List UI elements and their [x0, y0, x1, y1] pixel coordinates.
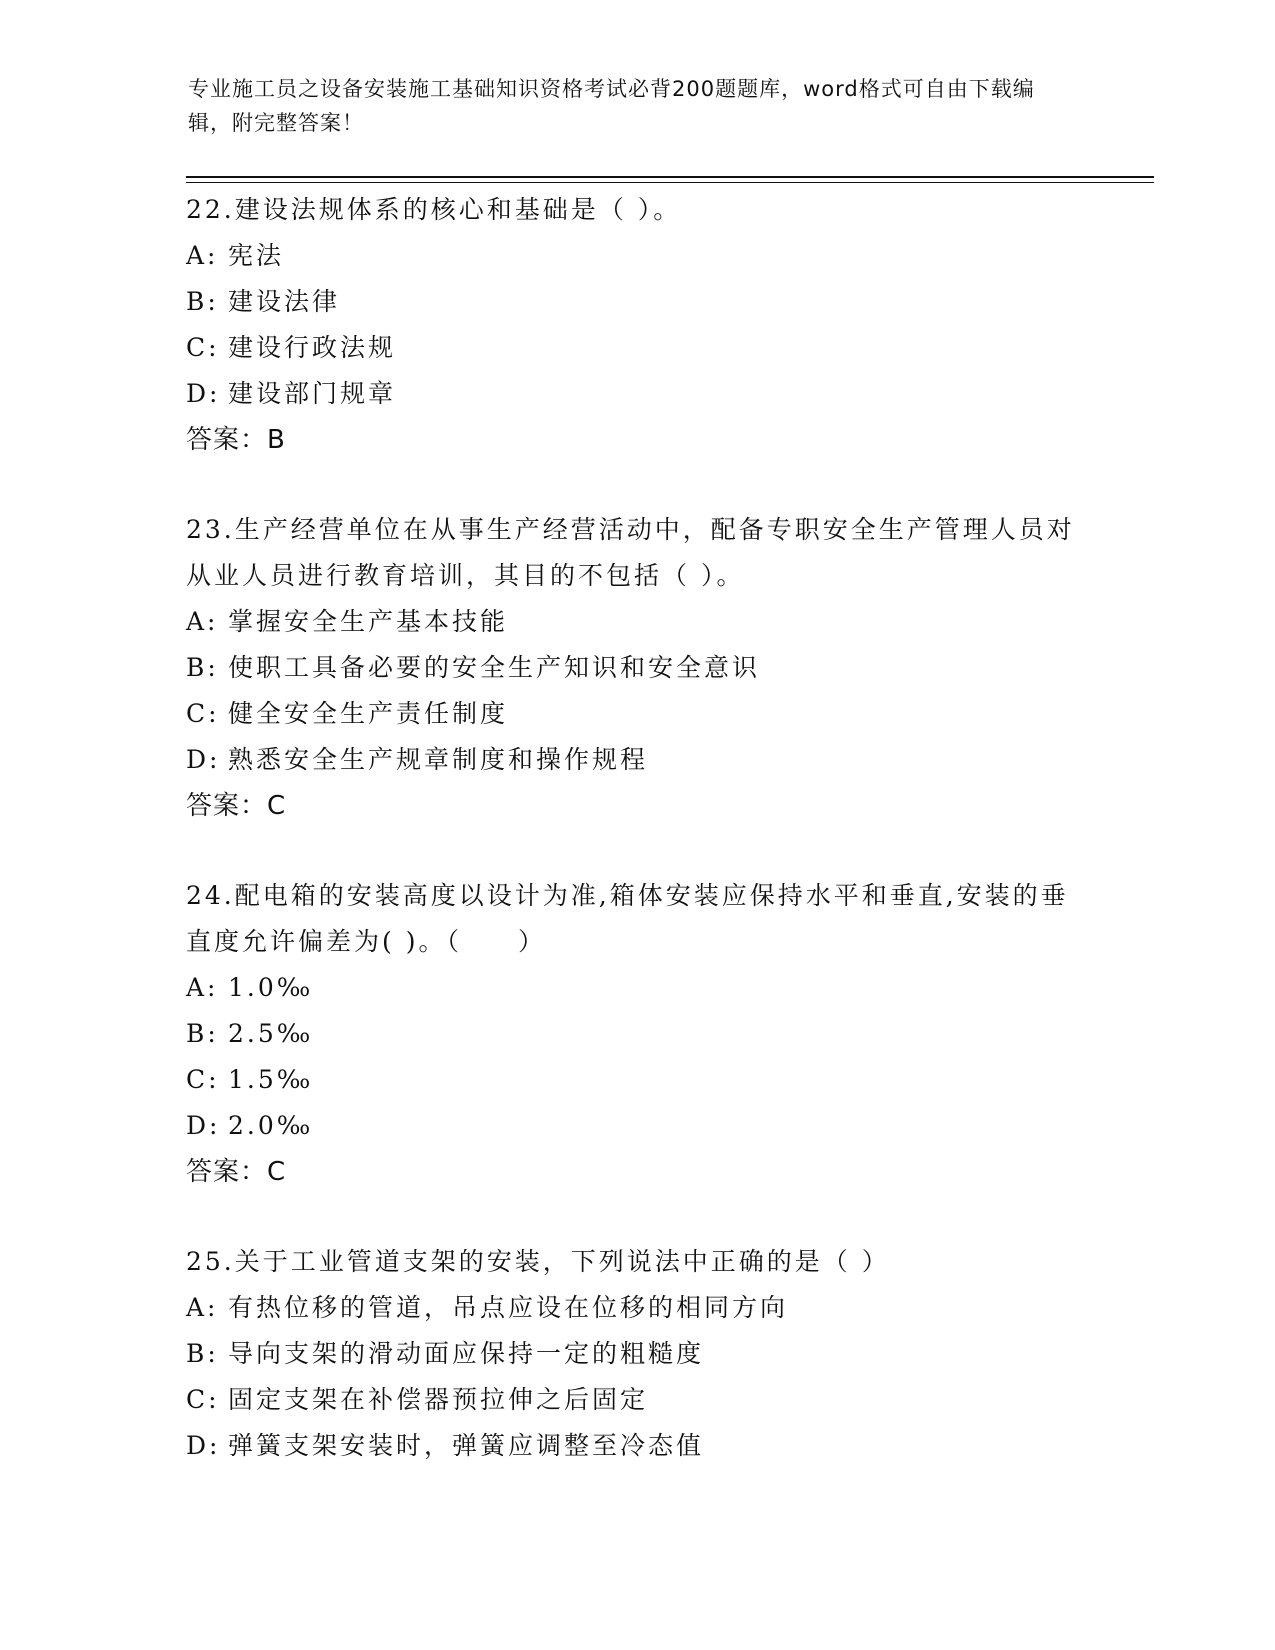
answer-line: 答案：B — [186, 425, 286, 455]
option-c — [186, 1057, 1086, 1103]
answer-line: 答案：C — [186, 791, 287, 821]
option-b — [186, 1011, 1086, 1057]
option-key: A: — [186, 1293, 219, 1322]
option-c — [186, 1377, 1086, 1423]
option-text: 熟悉安全生产规章制度和操作规程 — [228, 745, 649, 774]
option-key: A: — [186, 241, 219, 270]
option-d — [186, 737, 1086, 783]
option-a — [186, 233, 1086, 279]
question-stem: 22.建设法规体系的核心和基础是（ ）。 — [186, 195, 682, 224]
option-a — [186, 599, 1086, 645]
option-key: B: — [186, 653, 219, 682]
question-list — [186, 187, 1086, 1513]
option-text: 2.5‰ — [228, 1019, 314, 1048]
question-24 — [186, 873, 1086, 1195]
option-b — [186, 645, 1086, 691]
option-text: 建设法律 — [228, 287, 341, 316]
option-b — [186, 1331, 1086, 1377]
header-divider — [186, 176, 1154, 183]
option-key: C: — [186, 1385, 220, 1414]
option-key: C: — [186, 333, 220, 362]
option-key: A: — [186, 973, 219, 1002]
option-text: 导向支架的滑动面应保持一定的粗糙度 — [228, 1339, 705, 1368]
question-25 — [186, 1239, 1086, 1469]
option-key: C: — [186, 1065, 220, 1094]
option-key: A: — [186, 607, 219, 636]
option-d — [186, 1423, 1086, 1469]
option-key: D: — [186, 379, 221, 408]
document-header: 专业施工员之设备安装施工基础知识资格考试必背200题题库，word格式可自由下载编辑，附完整答案！ — [188, 77, 1035, 135]
option-c — [186, 691, 1086, 737]
question-stem: 25.关于工业管道支架的安装，下列说法中正确的是（ ） — [186, 1247, 890, 1276]
option-text: 建设行政法规 — [228, 333, 397, 362]
option-key: D: — [186, 745, 221, 774]
option-key: C: — [186, 699, 220, 728]
option-text: 健全安全生产责任制度 — [228, 699, 509, 728]
question-22 — [186, 187, 1086, 463]
option-text: 1.5‰ — [228, 1065, 314, 1094]
option-text: 有热位移的管道，吊点应设在位移的相同方向 — [228, 1293, 789, 1322]
option-key: D: — [186, 1111, 221, 1140]
question-23 — [186, 507, 1086, 829]
option-d — [186, 371, 1086, 417]
option-text: 宪法 — [228, 241, 285, 270]
option-text: 1.0‰ — [228, 973, 314, 1002]
option-b — [186, 279, 1086, 325]
option-a — [186, 965, 1086, 1011]
question-stem: 24.配电箱的安装高度以设计为准,箱体安装应保持水平和垂直,安装的垂直度允许偏差为( )。（ ） — [186, 881, 1069, 956]
option-key: B: — [186, 1019, 219, 1048]
option-text: 弹簧支架安装时，弹簧应调整至冷态值 — [228, 1431, 705, 1460]
option-key: D: — [186, 1431, 221, 1460]
option-d — [186, 1103, 1086, 1149]
option-text: 使职工具备必要的安全生产知识和安全意识 — [228, 653, 761, 682]
option-key: B: — [186, 1339, 219, 1368]
answer-line: 答案：C — [186, 1157, 287, 1187]
question-stem: 23.生产经营单位在从事生产经营活动中，配备专职安全生产管理人员对从业人员进行教育培训，其目的不包括（ ）。 — [186, 515, 1075, 590]
option-a — [186, 1285, 1086, 1331]
option-text: 建设部门规章 — [228, 379, 397, 408]
option-key: B: — [186, 287, 219, 316]
option-text: 2.0‰ — [228, 1111, 314, 1140]
option-text: 固定支架在补偿器预拉伸之后固定 — [228, 1385, 649, 1414]
option-c — [186, 325, 1086, 371]
option-text: 掌握安全生产基本技能 — [228, 607, 509, 636]
